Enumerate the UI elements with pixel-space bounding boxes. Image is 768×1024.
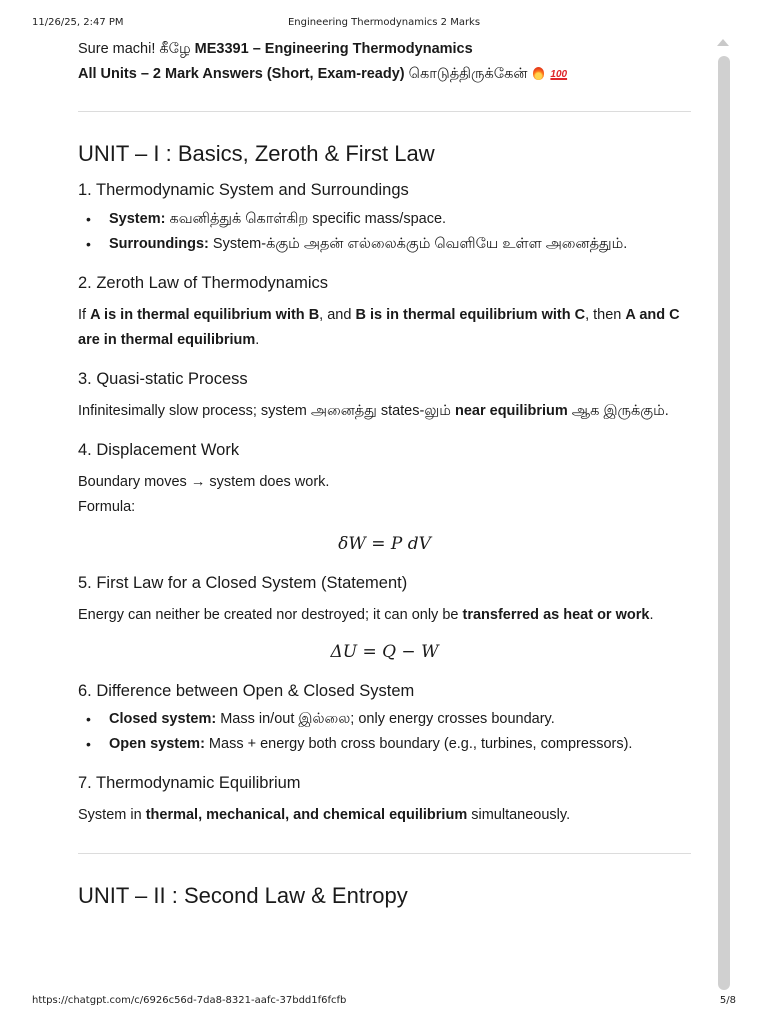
list-item: [109, 207, 691, 232]
q5-answer: Energy can neither be created nor destroyed; it can only be transferred as heat or work.: [78, 607, 654, 623]
q7-answer: System in thermal, mechanical, and chemical equilibrium simultaneously.: [78, 807, 571, 823]
scrollbar-thumb[interactable]: [718, 56, 730, 990]
item-text: System-க்கும் அதன் எல்லைக்கும் வெளியே உள்ள அனைத்தும்.: [208, 236, 628, 252]
hundred-emoji-icon: 100: [550, 69, 568, 80]
intro-line-2: [78, 62, 691, 87]
unit1-title: UNIT – I : Basics, Zeroth & First Law: [78, 141, 435, 166]
item-text: Mass + energy both cross boundary (e.g., turbines, compressors).: [204, 736, 633, 752]
intro-course-title: ME3391 – Engineering Thermodynamics: [194, 41, 473, 57]
item-text: Mass in/out இல்லை; only energy crosses boundary.: [216, 711, 555, 727]
q4-line2: Formula:: [78, 499, 136, 515]
first-law-formula: ΔU = Q − W: [330, 642, 439, 662]
print-title: Engineering Thermodynamics 2 Marks: [287, 17, 481, 28]
q4-line1: Boundary moves → system does work.: [78, 474, 330, 490]
item-label: Surroundings:: [109, 236, 209, 252]
item-label: Open system:: [109, 736, 205, 752]
intro-suffix: கொடுத்திருக்கேன்: [404, 66, 528, 82]
q6-heading: 6. Difference between Open & Closed System: [78, 682, 415, 700]
print-date: 11/26/25, 2:47 PM: [32, 17, 124, 28]
fire-emoji-icon: [533, 67, 544, 80]
q7-heading: 7. Thermodynamic Equilibrium: [78, 774, 301, 792]
intro-line-1: [78, 37, 691, 62]
item-label: System:: [109, 211, 166, 227]
print-url: https://chatgpt.com/c/6926c56d-7da8-8321-aafc-37bdd1f6fcfb: [32, 995, 347, 1006]
list-item: [109, 732, 691, 757]
q3-answer: Infinitesimally slow process; system அனைத்து states-லும் near equilibrium ஆக இருக்கும்.: [78, 403, 669, 419]
q4-heading: 4. Displacement Work: [78, 441, 240, 459]
list-item: [109, 232, 691, 257]
intro-prefix: Sure machi! கீழே: [78, 41, 195, 57]
work-formula: δW = P dV: [338, 534, 431, 554]
item-text: கவனித்துக் கொள்கிற specific mass/space.: [165, 211, 447, 227]
q5-heading: 5. First Law for a Closed System (Statement): [78, 574, 408, 592]
q1-list: [78, 207, 691, 257]
q2-answer: If A is in thermal equilibrium with B, and B is in thermal equilibrium with C, then A and C are in thermal equilibrium.: [78, 307, 680, 348]
q3-heading: 3. Quasi-static Process: [78, 370, 248, 388]
list-item: [109, 707, 691, 732]
unit2-title: UNIT – II : Second Law & Entropy: [78, 883, 408, 908]
scroll-up-arrow-icon[interactable]: [717, 39, 729, 46]
document-content: [78, 37, 691, 911]
page-number: 5/8: [719, 995, 736, 1006]
q2-heading: 2. Zeroth Law of Thermodynamics: [78, 274, 329, 292]
item-label: Closed system:: [109, 711, 217, 727]
q1-heading: 1. Thermodynamic System and Surroundings: [78, 181, 409, 199]
intro-scope: All Units – 2 Mark Answers (Short, Exam-ready): [78, 66, 405, 82]
q6-list: [78, 707, 691, 757]
